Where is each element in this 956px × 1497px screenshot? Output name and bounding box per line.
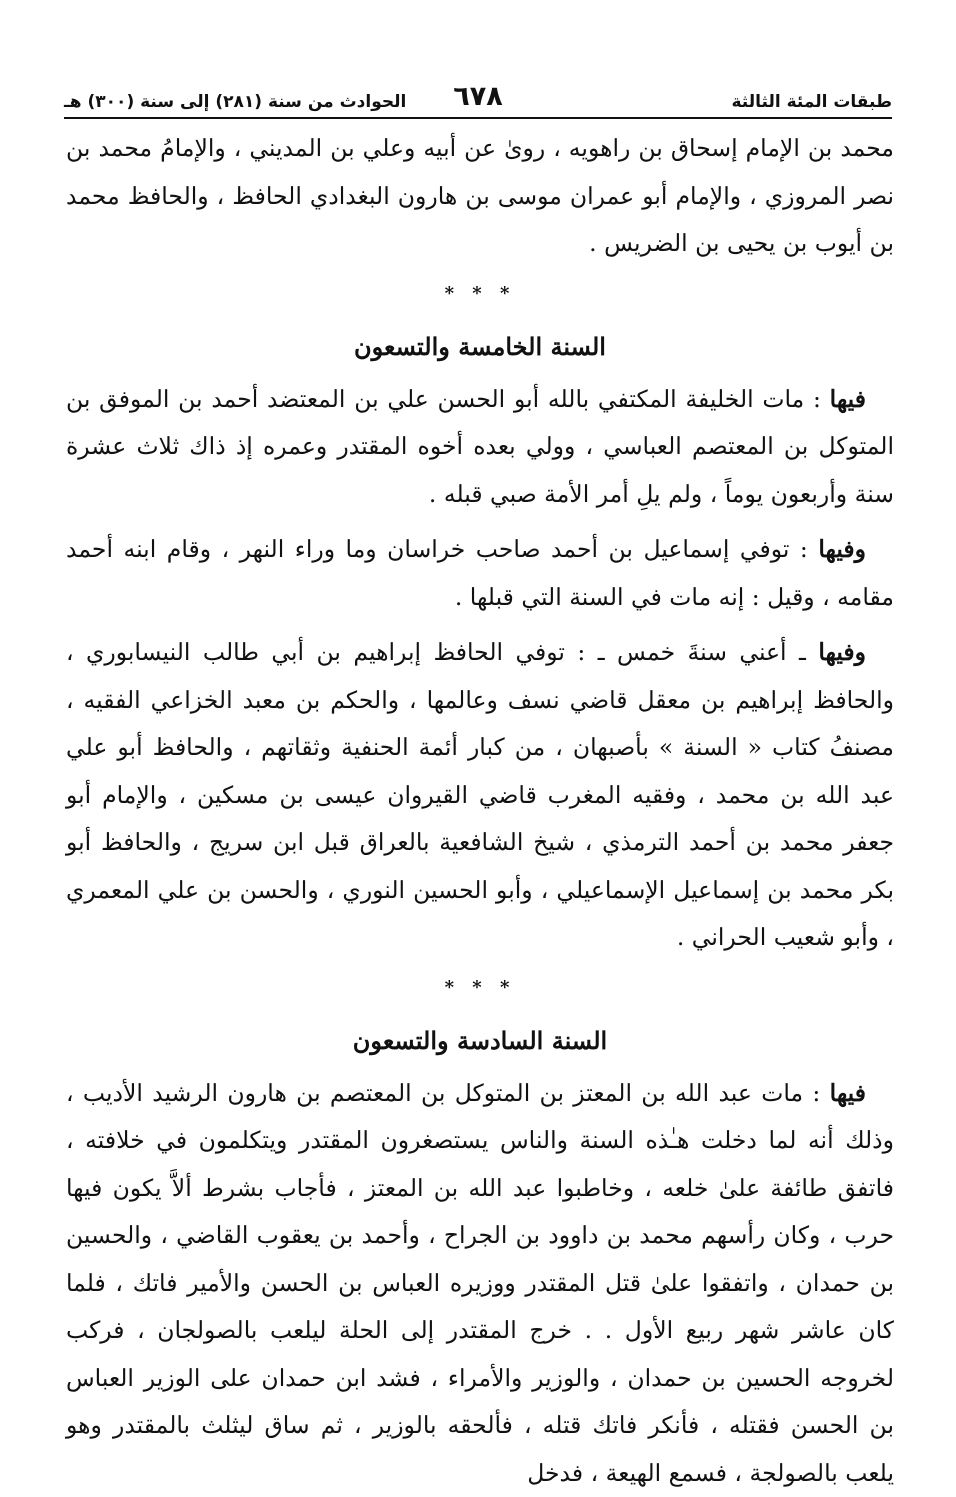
paragraph-text: : مات عبد الله بن المعتز بن المتوكل بن المعتصم بن هارون الرشيد الأديب ، وذلك أنه لما دخلت هـٰذه السنة والناس يستصغرون المقتدر ويتكلمون في خلافته ، فاتفق طائفة علىٰ خلعه ، وخاطبوا عبد الله بن المعتز ، فأجاب بشرط ألاَّ يكون فيها حرب ، وكان رأسهم محمد بن داوود بن الجراح ، وأحمد بن يعقوب القاضي ، والحسين بن حمدان ، واتفقوا علىٰ قتل المقتدر ووزيره العباس بن الحسن والأمير فاتك ، فلما كان عاشر شهر ربيع الأول . . خرج المقتدر إلى الحلة ليلعب بالصولجان ، فركب لخروجه الحسين بن حمدان ، والوزير والأمراء ، فشد ابن حمدان على الوزير العباس بن الحسن فقتله ، فأنكر فاتك قتله ، فألحقه بالوزير ، ثم ساق ليثلث بالمقتدر وهو يلعب بالصولجة ، فسمع الهيعة ، فدخل [66,1079,894,1487]
paragraph-lead: فيها [830,1079,866,1107]
event-paragraph [66,376,894,519]
intro-paragraph: محمد بن الإمام إسحاق بن راهويه ، روىٰ عن أبيه وعلي بن المديني ، والإمامُ محمد بن نصر المروزي ، والإمام أبو عمران موسى بن هارون البغدادي الحافظ ، والحافظ محمد بن أيوب بن يحيى بن الضريس . [66,125,894,268]
event-paragraph [66,1070,894,1497]
section-title: الحوادث من سنة (٢٨١) إلى سنة (٣٠٠) هـ [64,92,406,112]
paragraph-lead: وفيها [818,535,866,563]
paragraph-lead: فيها [830,385,866,413]
page-body [66,125,894,1497]
paragraph-text: ـ أعني سنةَ خمس ـ : توفي الحافظ إبراهيم بن أبي طالب النيسابوري ، والحافظ إبراهيم بن معقل قاضي نسف وعالمها ، والحكم بن معبد الخزاعي الفقيه ، مصنفُ كتاب « السنة » بأصبهان ، من كبار أئمة الحنفية وثقاتهم ، والحافظ أبو علي عبد الله بن محمد ، وفقيه المغرب قاضي القيروان عيسى بن مسكين ، والإمام أبو جعفر محمد بن أحمد الترمذي ، شيخ الشافعية بالعراق قبل ابن سريج ، والحافظ أبو بكر محمد بن إسماعيل الإسماعيلي ، وأبو الحسين النوري ، والحسن بن علي المعمري ، وأبو شعيب الحراني . [66,638,894,951]
paragraph-lead: وفيها [818,638,866,666]
event-paragraph [66,629,894,962]
section-separator: * * * [66,274,894,314]
section-heading: السنة السادسة والتسعون [66,1012,894,1070]
running-header [64,72,892,112]
book-title: طبقات المئة الثالثة [731,92,892,112]
paragraph-text: : توفي إسماعيل بن أحمد صاحب خراسان وما وراء النهر ، وقام ابنه أحمد مقامه ، وقيل : إنه مات في السنة التي قبلها . [66,535,894,611]
event-paragraph [66,526,894,621]
page-number: ٦٧٨ [453,81,502,112]
paragraph-text: : مات الخليفة المكتفي بالله أبو الحسن علي بن المعتضد أحمد بن الموفق بن المتوكل بن المعتصم العباسي ، وولي بعده أخوه المقتدر وعمره إذ ذاك ثلاث عشرة سنة وأربعون يوماً ، ولم يلِ أمر الأمة صبي قبله . [66,385,894,508]
header-rule [64,117,892,119]
section-separator: * * * [66,968,894,1008]
section-heading: السنة الخامسة والتسعون [66,318,894,376]
